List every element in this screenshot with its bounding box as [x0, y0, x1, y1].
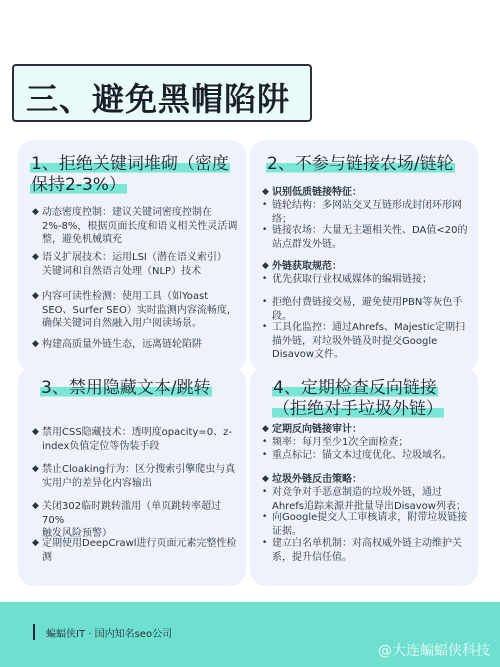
bullet-icon: •	[262, 538, 268, 548]
bullet-icon: ◆	[32, 501, 39, 511]
list-item: • 工具化监控：通过Ahrefs、Majestic定期扫 描外链，对垃圾外链及时提交Google Disavow文件。	[262, 322, 466, 360]
list-item: ◆ 关闭302临时跳转滥用（单页跳转率超过70% 触发风险预警）	[32, 501, 222, 539]
bullet-icon: ◆	[32, 339, 39, 349]
list-item: • 链接农场：大量无主题相关性、DA值<20的 站点群发外链。	[262, 225, 468, 250]
list-item: • 优先获取行业权威媒体的编辑链接；	[262, 274, 432, 285]
list-item: • 重点标记：锚文本过度优化、垃圾域名。	[262, 450, 452, 461]
list-item: ◆ 构建高质量外链生态，远离链轮陷阱	[32, 339, 202, 350]
list-item: ◆ 禁用CSS隐藏技术：透明度opacity=0、z- index负值定位等伪装手段	[32, 427, 232, 452]
section-heading: ◆ 垃圾外链反击策略：	[262, 474, 362, 485]
section-heading: ◆ 定期反向链接审计：	[262, 424, 362, 435]
card-1-title	[30, 154, 245, 196]
bullet-icon: •	[262, 487, 268, 497]
list-item: ◆ 动态密度控制：建议关键词密度控制在 2%-8%，根据页面长度和语义相关性灵活调 整，避免机械填充	[32, 207, 238, 245]
section-heading: ◆ 识别低质链接特征：	[262, 187, 362, 198]
watermark: @大连蝙蝠侠科技	[378, 643, 490, 659]
bullet-icon: ◆	[262, 424, 269, 434]
card-1-title-line1: 1、拒绝关键词堆砌（密度	[31, 154, 229, 174]
list-item: • 对竞争对手恶意制造的垃圾外链，通过 Ahrefs追踪来源并批量导出Disavow列表；	[262, 487, 466, 512]
bullet-icon: ◆	[32, 464, 39, 474]
bullet-icon: ◆	[262, 187, 269, 197]
footer-divider	[33, 624, 35, 640]
top-band	[0, 0, 500, 60]
bullet-icon: •	[262, 322, 268, 332]
bullet-icon: ◆	[32, 427, 39, 437]
bullet-icon: •	[262, 274, 268, 284]
bullet-icon: ◆	[32, 207, 39, 217]
card-2-title: 2、不参与链接农场/链轮	[267, 154, 454, 174]
list-item: • 频率：每月至少1次全面检查；	[262, 437, 409, 448]
bullet-icon: ◆	[32, 252, 39, 262]
bullet-icon: ◆	[32, 538, 39, 548]
card-3-title: 3、禁用隐藏文本/跳转	[41, 378, 211, 398]
list-item: • 拒绝付费链接交易，避免使用PBN等灰色手 段。	[262, 297, 463, 322]
bullet-icon: •	[262, 200, 268, 210]
list-item: ◆ 内容可读性检测：使用工具（如Yoast SEO、Surfer SEO）实时监测内容流畅度， 确保关键词自然融入用户阅读场景。	[32, 291, 237, 329]
bullet-icon: •	[262, 437, 268, 447]
bullet-icon: •	[262, 297, 268, 307]
bullet-icon: ◆	[32, 291, 39, 301]
list-item: • 链轮结构：多网站交叉互链形成封闭环形网 络；	[262, 200, 462, 225]
list-item: ◆ 禁止Cloaking行为：区分搜索引擎爬虫与真 实用户的差异化内容输出	[32, 464, 236, 489]
bullet-icon: •	[262, 512, 268, 522]
bullet-icon: •	[262, 225, 268, 235]
bullet-icon: ◆	[262, 474, 269, 484]
bullet-icon: ◆	[262, 261, 269, 271]
list-item: • 建立白名单机制：对高权威外链主动维护关 系，提升信任值。	[262, 538, 462, 563]
card-1-title-line2: 保持2-3%）	[31, 175, 126, 195]
bullet-icon: •	[262, 450, 268, 460]
list-item: ◆ 语义扩展技术：运用LSI（潜在语义索引） 关键词和自然语言处理（NLP）技术	[32, 252, 227, 277]
card-4-title: 4、定期检查反向链接 （拒绝对手垃圾外链）	[273, 378, 443, 419]
page-title: 三、避免黑帽陷阱	[26, 80, 291, 118]
list-item: • 向Google提交人工审核请求，附带垃圾链接 证据。	[262, 512, 468, 537]
list-item: ◆ 定期使用DeepCrawl进行页面元素完整性检 测	[32, 538, 237, 563]
footer-brand: 蝙蝠侠IT · 国内知名seo公司	[46, 629, 173, 640]
section-heading: ◆ 外链获取规范：	[262, 261, 342, 272]
